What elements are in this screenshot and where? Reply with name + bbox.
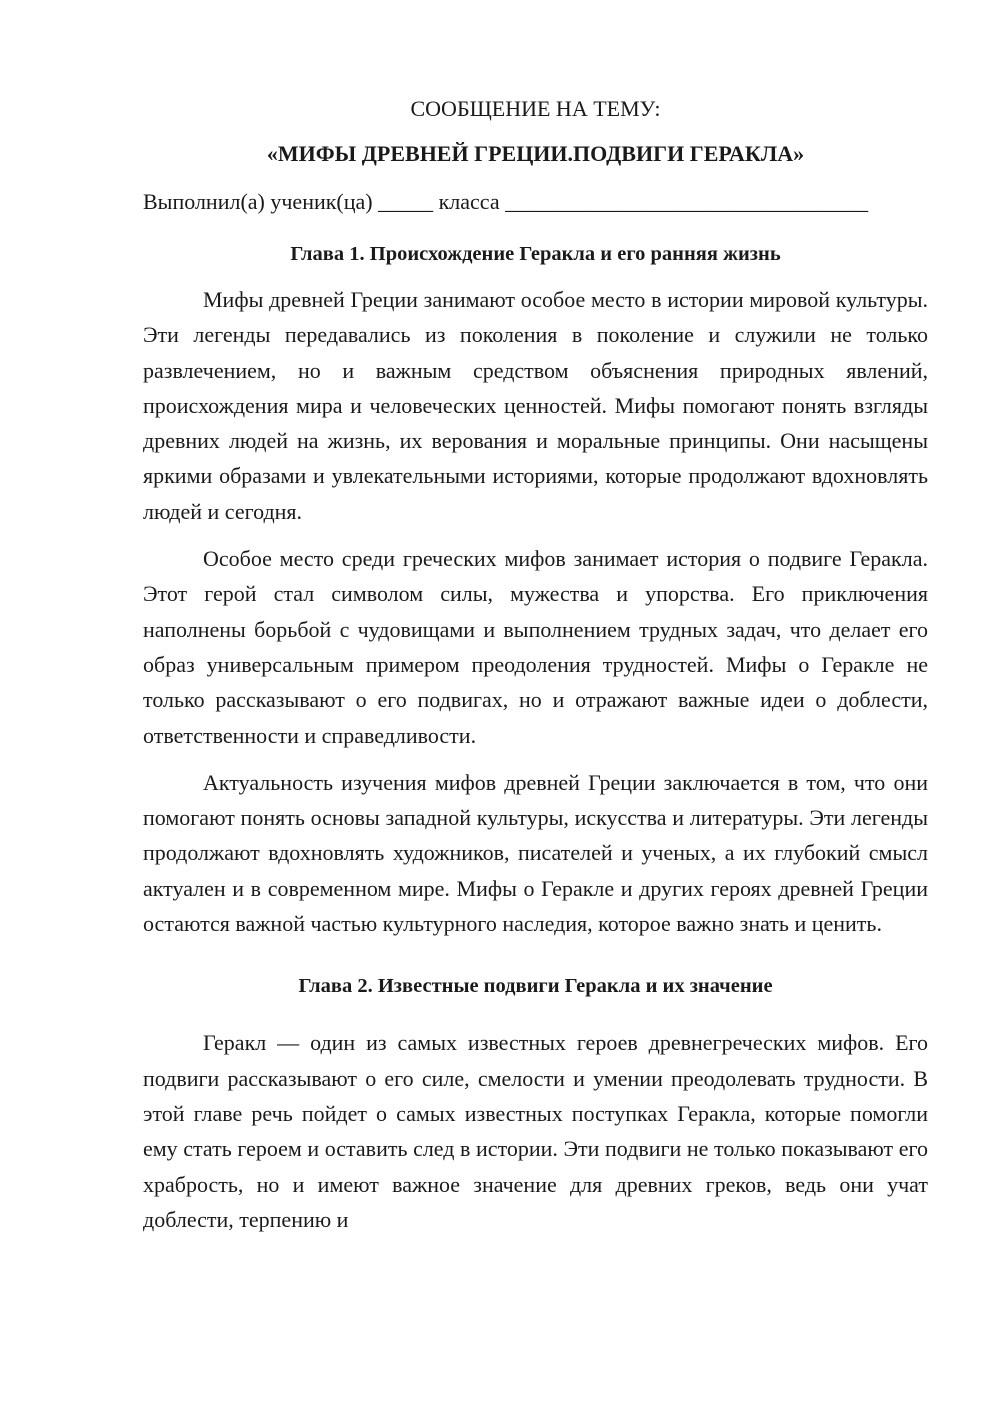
chapter-1-paragraph-2: Особое место среди греческих мифов занимает история о подвиге Геракла. Этот герой стал символом силы, мужества и упорства. Его приключения наполнены борьбой с чудовищами и выполнением трудных задач, что делает его образ универсальным примером преодоления трудностей. Мифы о Геракле не только рассказывают о его подвигах, но и отражают важные идеи о доблести, ответственности и справедливости. bbox=[143, 546, 928, 748]
chapter-2-title: Глава 2. Известные подвиги Геракла и их значение bbox=[298, 975, 773, 998]
document-heading: СООБЩЕНИЕ НА ТЕМУ: bbox=[410, 96, 661, 121]
document-topic-title: «МИФЫ ДРЕВНЕЙ ГРЕЦИИ.ПОДВИГИ ГЕРАКЛА» bbox=[266, 141, 805, 166]
document-page bbox=[143, 92, 928, 1237]
chapter-1-paragraph-1: Мифы древней Греции занимают особое место в истории мировой культуры. Эти легенды передавались из поколения в поколение и служили не только развлечением, но и важным средством объяснения природных явлений, происхождения мира и человеческих ценностей. Мифы помогают понять взгляды древних людей на жизнь, их верования и моральные принципы. Они насыщены яркими образами и увлекательными историями, которые продолжают вдохновлять людей и сегодня. bbox=[143, 287, 928, 524]
author-line: Выполнил(а) ученик(ца) _____ класса _________________________________ bbox=[143, 189, 869, 214]
chapter-1-title: Глава 1. Происхождение Геракла и его ранняя жизнь bbox=[290, 243, 781, 265]
chapter-2-paragraph-1: Геракл — один из самых известных героев древнегреческих мифов. Его подвиги рассказывают о его силе, смелости и умении преодолевать трудности. В этой главе речь пойдет о самых известных поступках Геракла, которые помогли ему стать героем и оставить след в истории. Эти подвиги не только показывают его храбрость, но и имеют важное значение для древних греков, ведь они учат доблести, терпению и bbox=[143, 1030, 928, 1232]
chapter-1-paragraph-3: Актуальность изучения мифов древней Греции заключается в том, что они помогают понять основы западной культуры, искусства и литературы. Эти легенды продолжают вдохновлять художников, писателей и ученых, а их глубокий смысл актуален и в современном мире. Мифы о Геракле и других героях древней Греции остаются важной частью культурного наследия, которое важно знать и ценить. bbox=[143, 769, 928, 937]
